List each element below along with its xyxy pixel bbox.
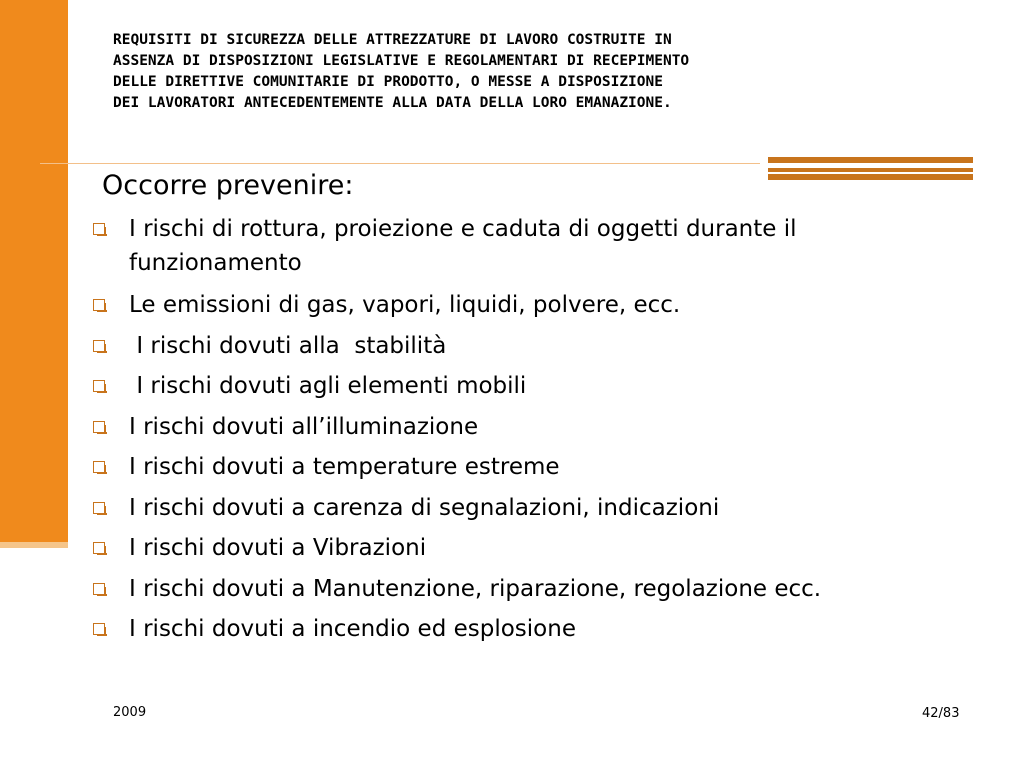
slide-title-line: ASSENZA DI DISPOSIZIONI LEGISLATIVE E REGOLAMENTARI DI RECEPIMENTO <box>113 53 690 69</box>
list-item <box>93 612 973 646</box>
list-item <box>93 288 973 322</box>
list-item <box>93 572 973 606</box>
list-item <box>93 369 973 403</box>
checkbox-bullet-icon <box>93 583 105 595</box>
checkbox-bullet-icon <box>93 421 105 433</box>
list-item-text: I rischi dovuti alla stabilità <box>129 332 447 359</box>
list-item-text: I rischi di rottura, proiezione e caduta di oggetti durante il funzionamento <box>129 216 804 276</box>
intro-text: Occorre prevenire: <box>102 170 354 201</box>
list-item-text: I rischi dovuti a incendio ed esplosione <box>129 616 576 642</box>
checkbox-bullet-icon <box>93 380 105 392</box>
risk-list <box>93 212 973 653</box>
list-item-text: I rischi dovuti all’illuminazione <box>129 413 479 440</box>
list-item <box>93 329 973 363</box>
slide-title-line: DELLE DIRETTIVE COMUNITARIE DI PRODOTTO, O MESSE A DISPOSIZIONE <box>113 74 663 90</box>
checkbox-bullet-icon <box>93 340 105 352</box>
list-item <box>93 491 973 525</box>
list-item-text: Le emissioni di gas, vapori, liquidi, polvere, ecc. <box>129 292 681 318</box>
list-item-text: I rischi dovuti a carenza di segnalazioni, indicazioni <box>129 494 720 521</box>
checkbox-bullet-icon <box>93 461 105 473</box>
list-item <box>93 212 973 280</box>
list-item-text: I rischi dovuti a Manutenzione, riparazione, regolazione ecc. <box>129 575 822 602</box>
checkbox-bullet-icon <box>93 299 105 311</box>
list-item <box>93 410 973 444</box>
slide-title-line: REQUISITI DI SICUREZZA DELLE ATTREZZATURE DI LAVORO COSTRUITE IN <box>113 32 672 48</box>
list-item <box>93 450 973 484</box>
list-item <box>93 531 973 565</box>
list-item-text: I rischi dovuti a temperature estreme <box>129 454 560 480</box>
checkbox-bullet-icon <box>93 223 105 235</box>
checkbox-bullet-icon <box>93 542 105 554</box>
page-number: 42/83 <box>922 706 960 721</box>
slide-title-line: DEI LAVORATORI ANTECEDENTEMENTE ALLA DATA DELLA LORO EMANAZIONE. <box>113 95 672 111</box>
checkbox-bullet-icon <box>93 623 105 635</box>
checkbox-bullet-icon <box>93 502 105 514</box>
footer-year: 2009 <box>113 705 147 720</box>
list-item-text: I rischi dovuti a Vibrazioni <box>129 535 427 561</box>
list-item-text: I rischi dovuti agli elementi mobili <box>129 373 527 399</box>
